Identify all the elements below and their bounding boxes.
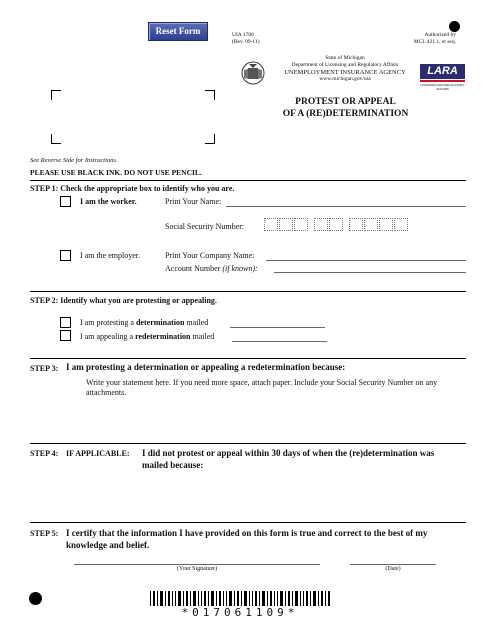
ssn-label: Social Security Number: (165, 222, 245, 231)
step3-heading: I am protesting a determination or appealing a redetermination because: (66, 362, 346, 372)
ssn-digit-box[interactable] (394, 218, 408, 231)
step5-heading-line-1: I certify that the information I have provided on this form is true and correct to the best of my (66, 528, 428, 538)
protest-determination-label (80, 318, 208, 327)
ink-notice: PLEASE USE BLACK INK. DO NOT USE PENCIL. (30, 168, 202, 177)
company-name-label: Print Your Company Name: (165, 251, 255, 260)
employer-label: I am the employer. (80, 251, 140, 260)
opt1-suffix: mailed (186, 318, 209, 327)
department-name: Department of Licensing and Regulatory Affairs (291, 62, 399, 68)
window-corner-tr (205, 90, 215, 100)
step5-heading (66, 527, 427, 551)
opt2-suffix: mailed (192, 332, 215, 341)
title-line-1: PROTEST OR APPEAL (295, 97, 396, 107)
lara-logo-sub: LICENSING AND REGULATORY AFFAIRS (420, 83, 465, 91)
agency-name: UNEMPLOYMENT INSURANCE AGENCY (284, 69, 406, 76)
step2-heading: STEP 2: Identify what you are protesting or appealing. (30, 296, 217, 305)
lara-logo (420, 64, 465, 94)
divider (30, 291, 466, 292)
ssn-digit-box[interactable] (379, 218, 393, 231)
state-name: State of Michigan (325, 55, 365, 61)
registration-dot (449, 21, 460, 32)
reset-form-button[interactable]: Reset Form (148, 22, 208, 41)
step4-heading (142, 447, 434, 471)
step4-heading-line-1: I did not protest or appeal within 30 days of when the (re)determination was (142, 448, 435, 458)
protest-determination-checkbox[interactable] (60, 317, 71, 328)
opt2-bold: redetermination (135, 332, 191, 341)
determination-date-field[interactable] (230, 327, 325, 328)
date-field[interactable] (350, 564, 436, 565)
lara-logo-text: LARA (420, 64, 465, 79)
step5-label: STEP 5: (30, 529, 59, 538)
ssn-digit-box[interactable] (264, 218, 278, 231)
ssn-digit-box[interactable] (329, 218, 343, 231)
divider (30, 358, 466, 359)
michigan-seal-icon (240, 60, 266, 86)
opt1-prefix: I am protesting a (80, 318, 134, 327)
print-name-label: Print Your Name: (165, 197, 222, 206)
window-corner-bl (51, 134, 61, 144)
appeal-redetermination-checkbox[interactable] (60, 330, 71, 341)
step4-heading-line-2: mailed because: (142, 460, 204, 470)
see-reverse-note: See Reverse Side for Instructions. (30, 157, 118, 164)
registration-dot (29, 592, 42, 605)
worker-name-field[interactable] (226, 206, 466, 207)
opt2-prefix: I am appealing a (80, 332, 134, 341)
account-number-text: Account Number (165, 264, 221, 273)
step4-statement-area[interactable] (30, 475, 466, 520)
ssn-digit-box[interactable] (314, 218, 328, 231)
step3-label: STEP 3: (30, 364, 59, 373)
form-id: UIA 1706 (232, 32, 254, 38)
redetermination-date-field[interactable] (232, 341, 327, 342)
window-corner-br (205, 134, 215, 144)
authorized-by: Authorized by (424, 32, 456, 38)
form-revision: (Rev. 09-11) (232, 39, 260, 45)
step3-instructions: Write your statement here. If you need more space, attach paper. Include your Social Security Number on any attachments. (86, 378, 438, 397)
worker-checkbox[interactable] (60, 196, 71, 207)
ssn-digit-box[interactable] (279, 218, 293, 231)
step4-label: STEP 4: (30, 449, 59, 458)
if-known-text: (if known): (222, 264, 258, 273)
signature-field[interactable] (74, 564, 320, 565)
barcode-icon (150, 591, 330, 606)
barcode-digits: *017061109* (181, 606, 299, 619)
company-name-field[interactable] (266, 260, 466, 261)
employer-checkbox[interactable] (60, 250, 71, 261)
signature-label: (Your Signature) (176, 566, 218, 572)
date-label: (Date) (385, 566, 401, 572)
account-number-field[interactable] (274, 272, 466, 273)
step3-statement-area[interactable] (30, 402, 466, 442)
divider (30, 522, 466, 523)
divider (30, 443, 466, 444)
ssn-field[interactable] (264, 218, 410, 231)
divider (30, 180, 466, 181)
form-title (278, 96, 413, 120)
ssn-digit-box[interactable] (294, 218, 308, 231)
agency-header (270, 55, 420, 83)
step5-heading-line-2: knowledge and belief. (66, 540, 150, 550)
title-line-2: OF A (RE)DETERMINATION (282, 109, 409, 119)
appeal-redetermination-label (80, 332, 214, 341)
account-number-label (165, 264, 258, 273)
ssn-digit-box[interactable] (364, 218, 378, 231)
statute: MCL 421.1, et seq. (413, 39, 456, 45)
agency-website: www.michigan.gov/uia (319, 76, 371, 82)
ssn-digit-box[interactable] (349, 218, 363, 231)
opt1-bold: determination (135, 318, 185, 327)
window-corner-tl (51, 90, 61, 100)
step4-if-applicable: IF APPLICABLE: (66, 449, 130, 458)
step1-heading: STEP 1: Check the appropriate box to identify who you are. (30, 184, 235, 193)
worker-label: I am the worker. (80, 197, 137, 206)
